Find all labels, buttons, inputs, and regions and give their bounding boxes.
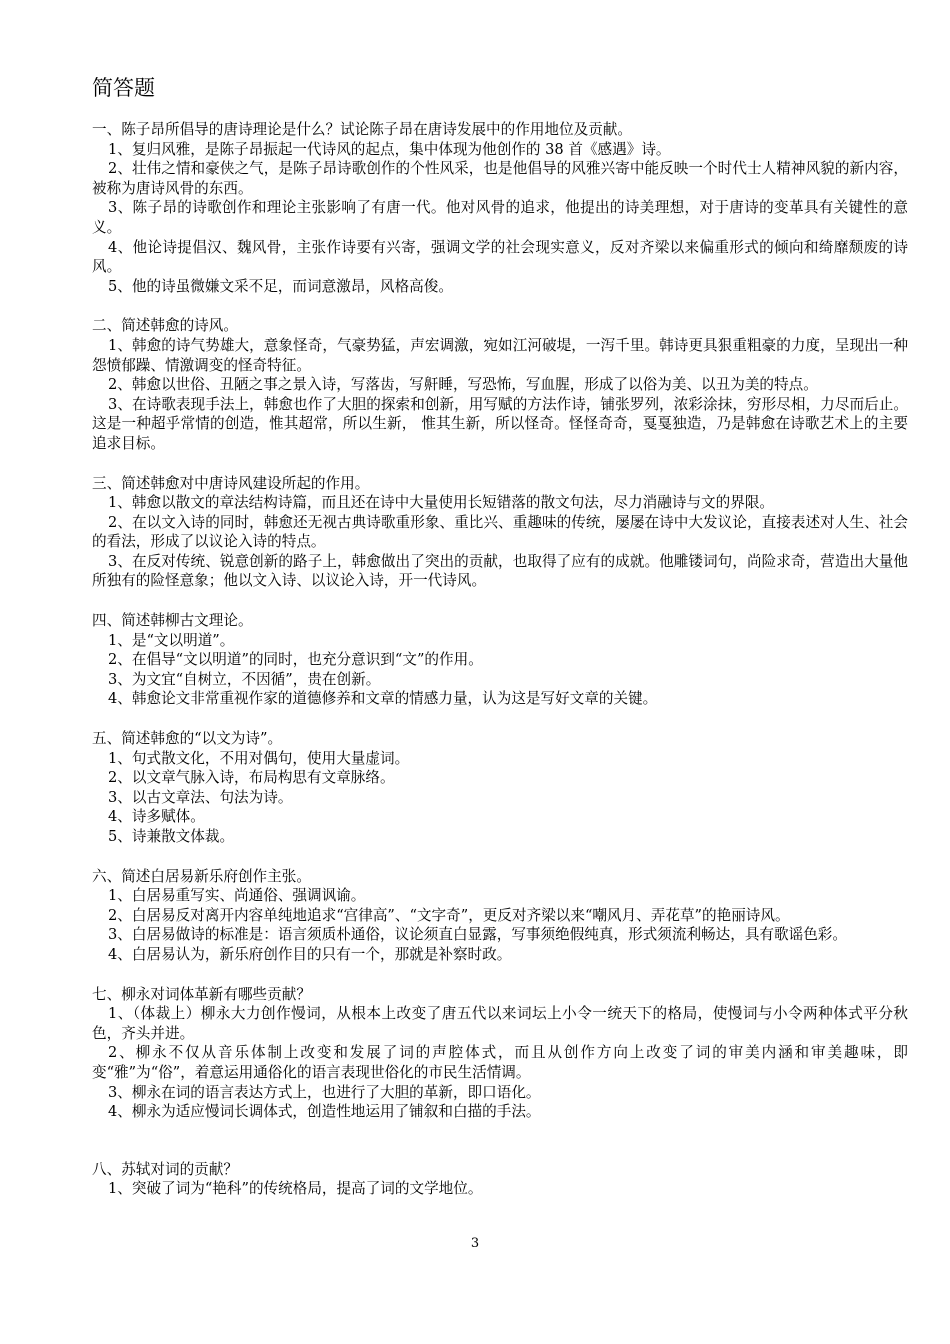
answer-point: 2、壮伟之情和豪侠之气，是陈子昂诗歌创作的个性风采，也是他倡导的风雅兴寄中能反映一个时代士人精神风貌的新内容，被称为唐诗风骨的东西。 — [92, 160, 908, 197]
answer-point: 3、在反对传统、锐意创新的路子上，韩愈做出了突出的贡献，也取得了应有的成就。他雕镂词句，尚险求奇，营造出大量他所独有的险怪意象；他以文入诗、以议论入诗，开一代诗风。 — [92, 552, 908, 590]
answer-point: 3、在诗歌表现手法上，韩愈也作了大胆的探索和创新，用写赋的方法作诗，铺张罗列，浓彩涂抹，穷形尽相，力尽而后止。这是一种超乎常情的创造，惟其超常，所以生新， 惟其生新，所以怪奇。怪怪奇奇，戛戛独造，乃是韩愈在诗歌艺术上的主要追求目标。 — [92, 395, 908, 452]
page-number: 3 — [470, 1236, 480, 1251]
qa-section — [92, 120, 908, 296]
answer-point: 1、句式散文化，不用对偶句，使用大量虚词。 — [108, 749, 410, 767]
answer-point: 3、柳永在词的语言表达方式上，也进行了大胆的革新，即口语化。 — [108, 1083, 541, 1101]
answer-point: 2、在以文入诗的同时，韩愈还无视古典诗歌重形象、重比兴、重趣味的传统，屡屡在诗中大发议论，直接表述对人生、社会的看法，形成了以议论入诗的特点。 — [92, 513, 908, 551]
qa-section — [92, 1160, 908, 1199]
answer-point: 5、诗兼散文体裁。 — [108, 828, 235, 845]
answer-point: 1、是“文以明道”。 — [108, 631, 235, 649]
answer-point: 2、柳永不仅从音乐体制上改变和发展了词的声腔体式，而且从创作方向上改变了词的审美内涵和审美趣味，即变“雅”为“俗”，着意运用通俗化的语言表现世俗化的市民生活情调。 — [92, 1044, 908, 1081]
question-heading: 七、柳永对词体革新有哪些贡献？ — [92, 985, 311, 1003]
answer-point: 4、他论诗提倡汉、魏风骨，主张作诗要有兴寄，强调文学的社会现实意义，反对齐梁以来偏重形式的倾向和绮靡颓废的诗风。 — [92, 238, 908, 276]
answer-point: 1、突破了词为“艳科”的传统格局，提高了词的文学地位。 — [108, 1180, 483, 1198]
answer-point: 4、白居易认为，新乐府创作目的只有一个，那就是补察时政。 — [108, 945, 512, 963]
question-heading: 二、简述韩愈的诗风。 — [92, 317, 238, 335]
answer-point: 3、白居易做诗的标准是：语言须质朴通俗，议论须直白显露，写事须绝假纯真，形式须流利畅达，具有歌谣色彩。 — [108, 926, 847, 944]
page-title: 简答题 — [92, 76, 155, 100]
question-heading: 一、陈子昂所倡导的唐诗理论是什么？试论陈子昂在唐诗发展中的作用地位及贡献。 — [92, 121, 632, 138]
answer-point: 1、（体裁上）柳永大力创作慢词，从根本上改变了唐五代以来词坛上小令一统天下的格局，使慢词与小令两种体式平分秋色，齐头并进。 — [92, 1005, 908, 1042]
answer-point: 2、在倡导“文以明道”的同时，也充分意识到“文”的作用。 — [108, 651, 483, 669]
answer-point: 3、以古文章法、句法为诗。 — [108, 788, 293, 806]
answer-point: 4、韩愈论文非常重视作家的道德修养和文章的情感力量，认为这是写好文章的关键。 — [108, 690, 658, 708]
answer-point: 1、复归风雅，是陈子昂振起一代诗风的起点，集中体现为他创作的 38 首《感遇》诗。 — [108, 140, 671, 158]
question-heading: 三、简述韩愈对中唐诗风建设所起的作用。 — [92, 474, 370, 492]
question-heading: 四、简述韩柳古文理论。 — [92, 612, 253, 630]
answer-point: 1、白居易重写实、尚通俗、强调讽谕。 — [108, 887, 366, 905]
qa-section — [92, 316, 908, 453]
answer-point: 3、陈子昂的诗歌创作和理论主张影响了有唐一代。他对风骨的追求，他提出的诗美理想，对于唐诗的变革具有关键性的意义。 — [92, 199, 908, 236]
question-heading: 六、简述白居易新乐府创作主张。 — [92, 867, 311, 885]
qa-section — [92, 611, 908, 709]
question-heading: 五、简述韩愈的“以文为诗”。 — [92, 730, 283, 748]
qa-section — [92, 474, 908, 592]
answer-point: 5、他的诗虽微嫌文采不足，而词意激昂，风格高俊。 — [108, 277, 453, 295]
answer-point: 1、韩愈以散文的章法结构诗篇，而且还在诗中大量使用长短错落的散文句法，尽力消融诗与文的界限。 — [108, 494, 775, 512]
answer-point: 4、柳永为适应慢词长调体式，创造性地运用了铺叙和白描的手法。 — [108, 1103, 541, 1121]
answer-point: 2、白居易反对离开内容单纯地追求“宫律高”、“文字奇”，更反对齐梁以来“嘲风月、弄花草”的艳丽诗风。 — [108, 906, 790, 924]
answer-point: 2、以文章气脉入诗，布局构思有文章脉络。 — [108, 769, 395, 787]
qa-content — [92, 120, 908, 1219]
question-heading: 八、苏轼对词的贡献？ — [92, 1160, 238, 1178]
answer-point: 1、韩愈的诗气势雄大，意象怪奇，气豪势猛，声宏调激，宛如江河破堤，一泻千里。韩诗更具狠重粗豪的力度，呈现出一种怨愤郁躁、情激调变的怪奇特征。 — [92, 336, 908, 374]
answer-point: 4、诗多赋体。 — [108, 808, 205, 826]
qa-section — [92, 867, 908, 965]
answer-point: 3、为文宜“自树立，不因循”，贵在创新。 — [108, 670, 381, 688]
qa-section — [92, 985, 908, 1122]
qa-section — [92, 729, 908, 847]
answer-point: 2、韩愈以世俗、丑陋之事之景入诗，写落齿，写鼾睡，写恐怖，写血腥，形成了以俗为美、以丑为美的特点。 — [108, 376, 818, 394]
